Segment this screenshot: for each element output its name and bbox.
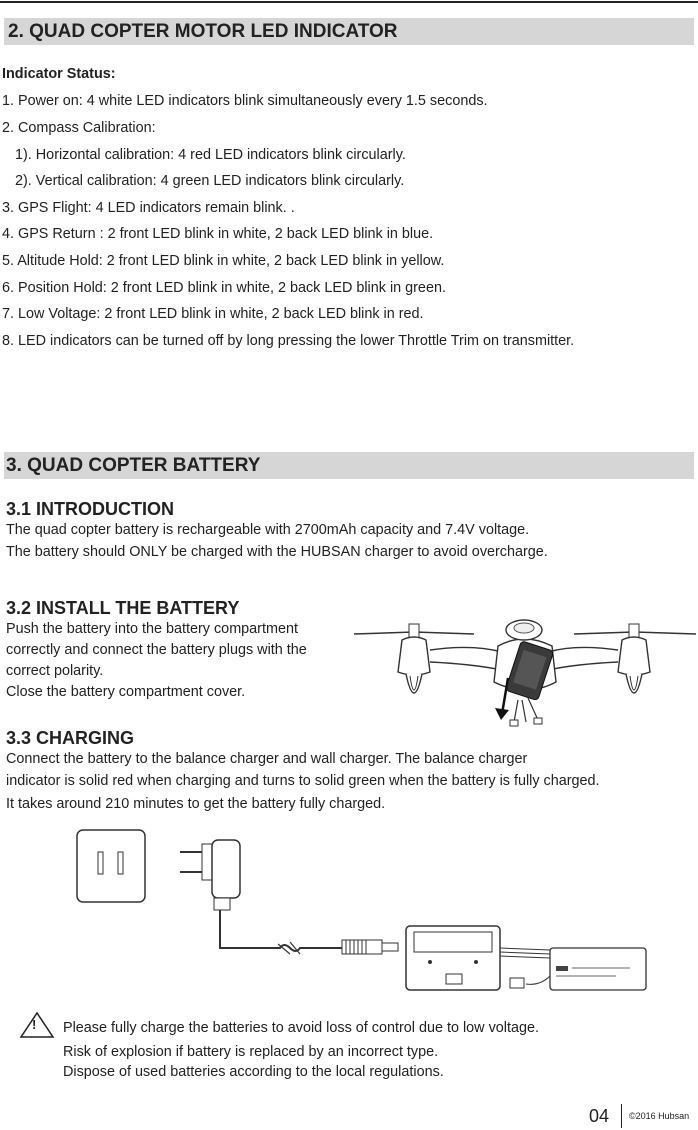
install-line: correct polarity. <box>6 663 104 679</box>
led-item: 5. Altitude Hold: 2 front LED blink in white, 2 back LED blink in yellow. <box>2 253 445 269</box>
install-line: Push the battery into the battery compartment <box>6 621 298 637</box>
section-3-title: 3. QUAD COPTER BATTERY <box>4 452 694 479</box>
led-item: 4. GPS Return : 2 front LED blink in white, 2 back LED blink in blue. <box>2 226 434 242</box>
warning-line: Dispose of used batteries according to the local regulations. <box>63 1064 444 1080</box>
wall-socket <box>77 830 145 902</box>
section-2-title: 2. QUAD COPTER MOTOR LED INDICATOR <box>4 18 694 45</box>
top-rule <box>0 1 698 3</box>
intro-heading: 3.1 INTRODUCTION <box>6 499 175 519</box>
copyright: ©2016 Hubsan <box>629 1111 690 1121</box>
page-number: 04 <box>589 1106 610 1126</box>
led-item: 6. Position Hold: 2 front LED blink in white, 2 back LED blink in green. <box>2 280 446 296</box>
wall-charger <box>212 840 240 898</box>
led-item: 1. Power on: 4 white LED indicators blink simultaneously every 1.5 seconds. <box>2 93 488 109</box>
warning-line: Please fully charge the batteries to avoid loss of control due to low voltage. <box>63 1020 539 1036</box>
intro-line: The battery should ONLY be charged with the HUBSAN charger to avoid overcharge. <box>6 544 548 560</box>
charging-line: indicator is solid red when charging and turns to solid green when the battery is fully charged. <box>6 773 600 789</box>
footer-separator <box>621 1104 622 1128</box>
charging-heading: 3.3 CHARGING <box>6 728 135 748</box>
led-item: 7. Low Voltage: 2 front LED blink in white, 2 back LED blink in red. <box>2 306 424 322</box>
led-item: 8. LED indicators can be turned off by long pressing the lower Throttle Trim on transmitter. <box>2 333 575 349</box>
charging-line: Connect the battery to the balance charger and wall charger. The balance charger <box>6 751 528 767</box>
install-heading: 3.2 INSTALL THE BATTERY <box>6 598 240 618</box>
led-subitem: 1). Horizontal calibration: 4 red LED indicators blink circularly. <box>15 147 406 163</box>
intro-line: The quad copter battery is rechargeable with 2700mAh capacity and 7.4V voltage. <box>6 522 530 538</box>
install-line: correctly and connect the battery plugs with the <box>6 642 307 658</box>
warning-icon <box>19 1011 55 1039</box>
install-line: Close the battery compartment cover. <box>6 684 246 700</box>
warning-symbol: ! <box>32 1017 37 1032</box>
indicator-status-label: Indicator Status: <box>2 66 116 82</box>
charging-line: It takes around 210 minutes to get the battery fully charged. <box>6 796 386 812</box>
led-subitem: 2). Vertical calibration: 4 green LED indicators blink circularly. <box>15 173 405 189</box>
charging-illustration <box>70 826 670 996</box>
drone-illustration <box>352 612 698 738</box>
led-item: 2. Compass Calibration: <box>2 120 156 136</box>
led-item: 3. GPS Flight: 4 LED indicators remain blink. . <box>2 200 295 216</box>
warning-line: Risk of explosion if battery is replaced by an incorrect type. <box>63 1044 439 1060</box>
